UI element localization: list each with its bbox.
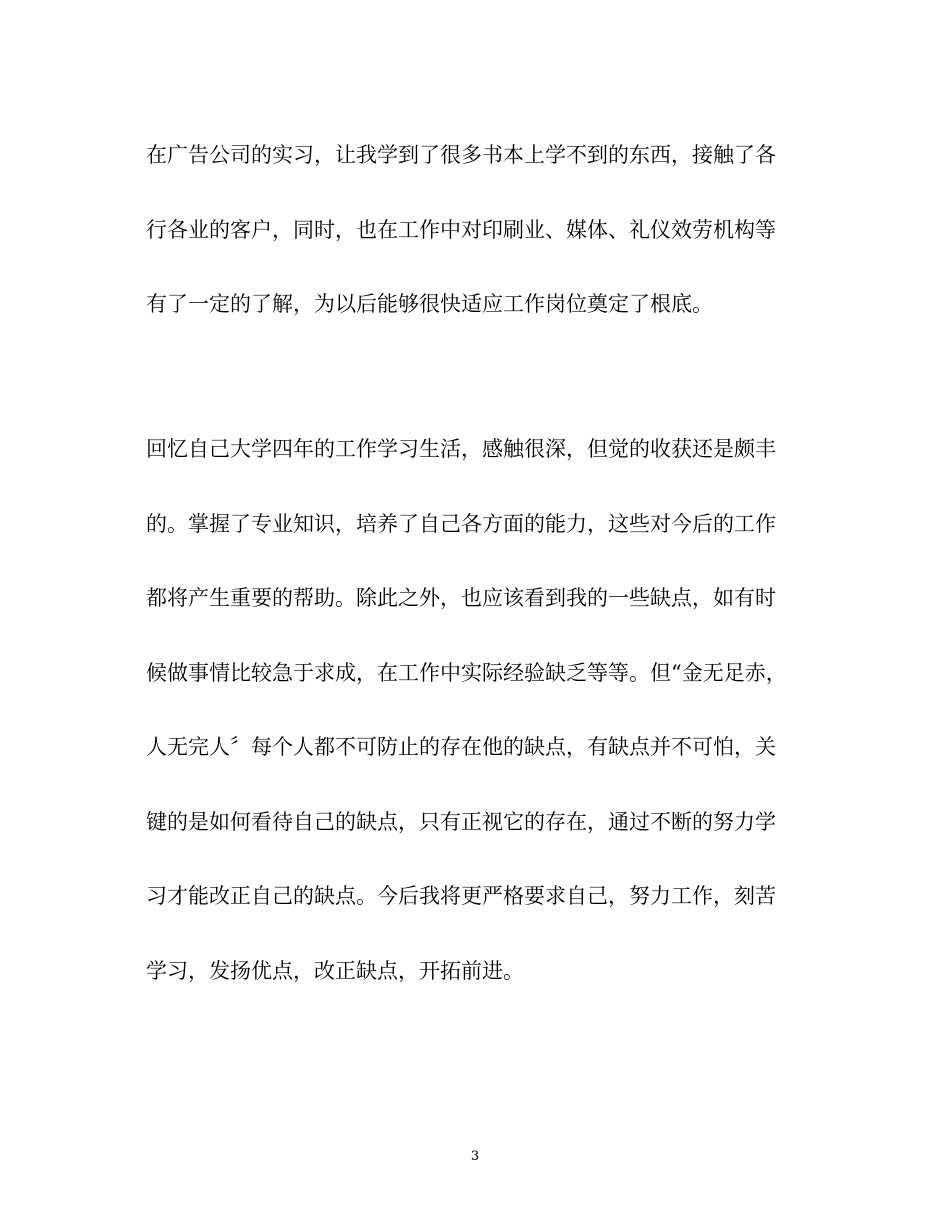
page-number: 3: [470, 1149, 480, 1164]
paragraph-line: 都将产生重要的帮助。除此之外，也应该看到我的一些缺点，如有时: [146, 586, 776, 610]
paragraph-line: 学习，发扬优点，改正缺点，开拓前进。: [146, 958, 524, 983]
paragraph-reflection: [146, 437, 806, 1033]
paragraph-line: 键的是如何看待自己的缺点，只有正视它的存在，通过不断的努力学: [146, 809, 776, 834]
paragraph-line: 有了一定的了解，为以后能够很快适应工作岗位奠定了根底。: [146, 292, 713, 316]
paragraph-line: 回忆自己大学四年的工作学习生活，感触很深，但觉的收获还是颇丰: [146, 437, 776, 461]
paragraph-line: 在广告公司的实习，让我学到了很多书本上学不到的东西，接触了各: [146, 143, 776, 167]
paragraph-line: 习才能改正自己的缺点。今后我将更严格要求自己，努力工作，刻苦: [146, 884, 776, 908]
paragraph-line: 行各业的客户，同时，也在工作中对印刷业、媒体、礼仪效劳机构等: [146, 217, 776, 242]
paragraph-line: 人无完人〞每个人都不可防止的存在他的缺点，有缺点并不可怕，关: [146, 735, 776, 759]
paragraph-line: 候做事情比较急于求成，在工作中实际经验缺乏等等。但“金无足赤，: [146, 660, 787, 685]
paragraph-internship: [146, 143, 806, 367]
paragraph-line: 的。掌握了专业知识，培养了自己各方面的能力，这些对今后的工作: [146, 511, 776, 536]
